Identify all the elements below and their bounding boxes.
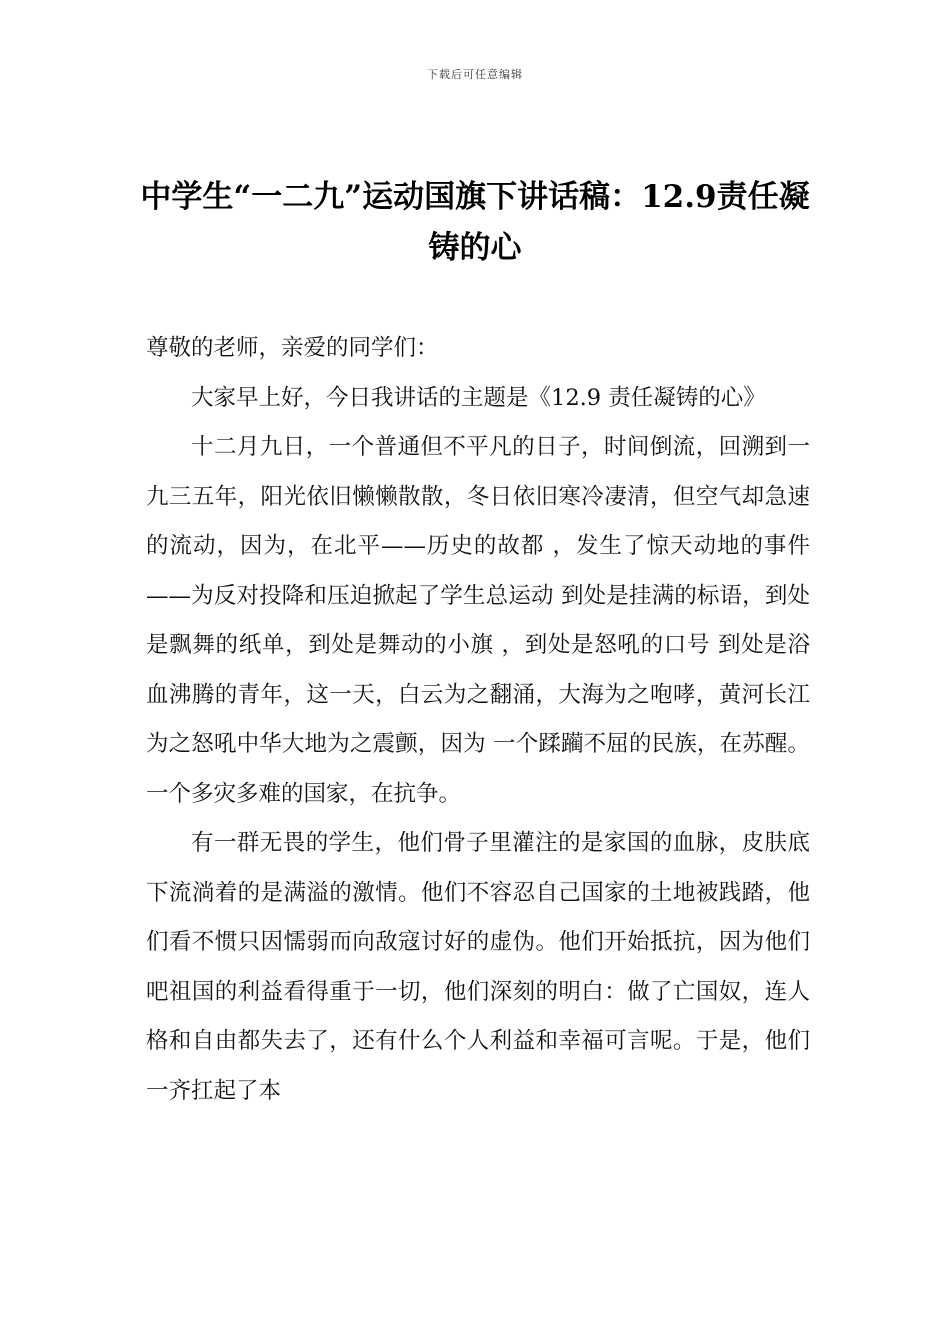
salutation: 尊敬的老师，亲爱的同学们： xyxy=(146,335,439,361)
document-body xyxy=(146,324,810,1116)
document-title: 中学生“一二九”运动国旗下讲话稿：12.9责任凝铸的心 xyxy=(140,179,810,266)
header-note: 下载后可任意编辑 xyxy=(427,68,523,81)
paragraph-3: 有一群无畏的学生，他们骨子里灌注的是家国的血脉，皮肤底下流淌着的是满溢的激情。他们不容忍自己国家的土地被践踏，他们看不惯只因懦弱而向敌寇讨好的虚伪。他们开始抵抗，因为他们吧祖国的利益看得重于一切，他们深刻的明白：做了亡国奴，连人格和自由都失去了，还有什么个人利益和幸福可言呢。于是，他们一齐扛起了本 xyxy=(146,830,810,1104)
paragraph-1: 大家早上好，今日我讲话的主题是《12.9 责任凝铸的心》 xyxy=(191,384,766,411)
paragraph-2: 十二月九日，一个普通但不平凡的日子，时间倒流，回溯到一九三五年，阳光依旧懒懒散散，冬日依旧寒冷凄清，但空气却急速的流动，因为，在北平——历史的故都 ，发生了惊天动地的事件——为反对投降和压迫掀起了学生总运动 到处是挂满的标语，到处是飘舞的纸单，到处是舞动的小旗 ，到处是怒吼的口号 到处是浴血沸腾的青年，这一天，白云为之翻涌，大海为之咆哮，黄河长江为之怒吼中华大地为之震颤，因为 一个蹂躏不屈的民族，在苏醒。一个多灾多难的国家，在抗争。 xyxy=(146,434,810,807)
